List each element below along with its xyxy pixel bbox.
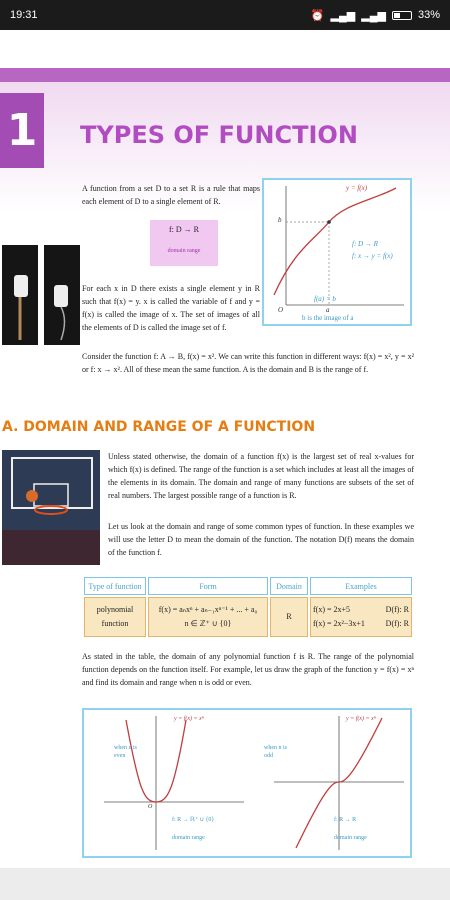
function-graph: [262, 178, 412, 326]
table-row: [84, 597, 412, 637]
intro-paragraph: A function from a set D to a set R is a rule that maps each element of D to a single element of R.: [82, 184, 260, 206]
table-header: Form: [148, 577, 268, 595]
mapping-label: f: D → R: [169, 225, 199, 234]
right-note: when n is odd: [264, 745, 287, 759]
table-header: Examples: [310, 577, 412, 595]
table-header: Type of function: [84, 577, 146, 595]
mapping-box: [150, 220, 218, 266]
bottom-gap: [0, 868, 450, 900]
function-table: [82, 575, 414, 639]
left-sub: domain range: [172, 835, 205, 841]
left-note: when n is even: [114, 745, 137, 759]
para-3: Consider the function f: A → B, f(x) = x². We can write this function in different ways: f(x) = x², y = x² or f: x → x². All of these mean the same function. A is the domain and B is the range of f.: [82, 352, 414, 374]
origin-label: O: [278, 306, 284, 314]
status-icons: [311, 9, 440, 22]
chapter-title: TYPES OF FUNCTION: [80, 121, 358, 149]
form-line-2: n ∈ ℤ⁺ ∪ {0}: [184, 619, 232, 628]
table-header: Domain: [270, 577, 308, 595]
example-2-fn: f(x) = 2x²−3x+1: [313, 619, 365, 628]
point-a-label: a: [326, 306, 330, 314]
power-graphs: [82, 708, 412, 858]
mapping-sub: domain range: [167, 248, 201, 254]
left-origin: O: [148, 804, 153, 810]
table-cell-type: polynomial function: [84, 597, 146, 637]
para-4: Unless stated otherwise, the domain of a function f(x) is the largest set of real x-values for which f(x) is defined. The range of the function is a set which includes at least all the images of the elements in its domain. The domain and range of many functions are subsets of the set of real numbers. The largest possible range of a function is R.: [108, 452, 414, 500]
battery-percent: 33%: [417, 9, 440, 21]
para-6: As stated in the table, the domain of any polynomial function f is R. The range of the polynomial function depends on the function itself. For example, let us draw the graph of the function y = f(x) = xⁿ and find its domain and range when n is odd or even.: [82, 652, 414, 687]
graph-map-2: f: x → y = f(x): [352, 252, 393, 260]
example-2: [313, 617, 409, 631]
table-header-row: [84, 577, 412, 595]
table-cell-domain: R: [270, 597, 308, 637]
header-band: [0, 68, 450, 82]
section-title: A. DOMAIN AND RANGE OF A FUNCTION: [2, 419, 316, 435]
photo-spring-2: [44, 245, 80, 345]
para-2: For each x in D there exists a single element y in R such that f(x) = y. x is called the variable of f and y = f(x) is called the image of x. The set of images of all the elements of D is called the image set of f.: [82, 284, 260, 332]
right-sub: domain range: [334, 835, 367, 841]
signal-icon-2: ▂▄▆: [361, 9, 386, 22]
right-curve-label: y = f(x) = xⁿ: [346, 716, 376, 722]
battery-icon: [392, 11, 412, 20]
table-cell-form: [148, 597, 268, 637]
left-curve-label: y = f(x) = xⁿ: [174, 716, 204, 722]
curve-label: y = f(x): [346, 184, 368, 192]
photo-spring-1: [2, 245, 38, 345]
form-line-1: f(x) = aₙxⁿ + aₙ₋₁xⁿ⁻¹ + ... + a₀: [158, 605, 258, 614]
example-1: [313, 603, 409, 617]
book-page[interactable]: [0, 30, 450, 868]
chapter-number: 1: [0, 93, 44, 168]
example-1-fn: f(x) = 2x+5: [313, 605, 351, 614]
signal-icon: ▂▄▆: [330, 9, 356, 22]
right-map: f: R → R: [334, 817, 357, 823]
point-b-label: b: [278, 216, 282, 224]
photo-basketball: [2, 450, 100, 565]
status-time: 19:31: [10, 9, 38, 21]
left-map: f: R → ℝ⁺ ∪ {0}: [172, 817, 215, 823]
graph-caption: b is the image of a: [302, 314, 354, 322]
alarm-icon: ⏰: [310, 9, 325, 22]
status-bar: [0, 0, 450, 30]
example-1-domain: D(f): R: [385, 605, 409, 614]
table-cell-examples: [310, 597, 412, 637]
para-5: Let us look at the domain and range of some common types of function. In these examples we will use the letter D to mean the domain of the function. The notation D(f) means the domain of the function f.: [108, 522, 414, 557]
graph-map-1: f: D → R: [352, 240, 378, 248]
example-2-domain: D(f): R: [385, 619, 409, 628]
graph-eq: f(a) = b: [314, 295, 336, 303]
